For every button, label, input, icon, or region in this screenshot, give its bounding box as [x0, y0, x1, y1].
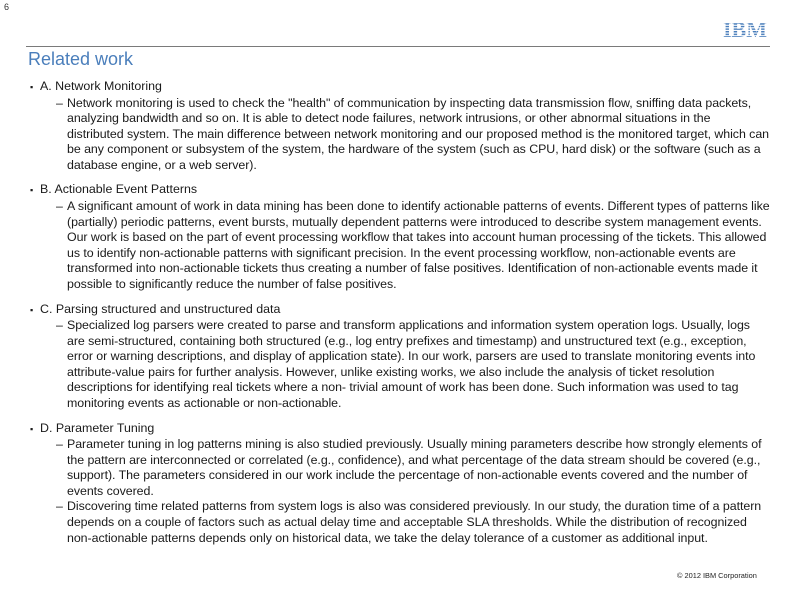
bullet-icon: ▪ — [30, 304, 34, 315]
svg-text:IBM: IBM — [723, 18, 767, 40]
section-heading — [30, 79, 770, 96]
dash-icon: – — [56, 198, 63, 213]
section-heading-text: C. Parsing structured and unstructured data — [40, 301, 281, 316]
bullet-icon: ▪ — [30, 423, 34, 434]
sub-item-text: A significant amount of work in data mining has been done to identify actionable patterns of events. Different types of patterns like (partially) periodic patterns, event bursts, mutually dependent patterns were introduced to describe system management events. Our work is based on the part of event processing workflow that takes into account human processing of the tickets. This allowed us to identify non-actionable patterns with significant precision. In the event processing workflow, non-actionable events are transformed into non-actionable tickets thus creating a number of false positives. Identification of non-actionable events made it possible to significantly reduce the number of false positives. — [67, 198, 770, 291]
title-rule — [26, 46, 770, 47]
section — [30, 421, 770, 547]
sub-item — [56, 199, 770, 293]
copyright-footer: © 2012 IBM Corporation — [677, 571, 757, 580]
sub-item — [56, 96, 770, 174]
dash-icon: – — [56, 499, 63, 514]
section-heading — [30, 421, 770, 438]
sub-item — [56, 437, 770, 499]
section-heading — [30, 302, 770, 319]
sub-item-text: Parameter tuning in log patterns mining is also studied previously. Usually mining parameters describe how strongly elements of the pattern are interconnected or correlated (e.g., confidence), and what percentage of the data stream should be covered (e.g., support). The parameters considered in our work include the percentage of non-actionable events covered and the number of events covered. — [67, 437, 762, 498]
dash-icon: – — [56, 318, 63, 333]
section — [30, 302, 770, 412]
section-heading-text: A. Network Monitoring — [40, 79, 162, 93]
section — [30, 182, 770, 292]
sub-item-text: Network monitoring is used to check the "health" of communication by inspecting data transmission flow, sniffing data packets, analyzing bandwidth and so on. It is able to detect node failures, network intrusions, or other abnormal situations in the distributed system. The main difference between network monitoring and our proposed method is the monitored target, which can be any component or subsystem of the system, the hardware of the system (such as CPU, hard disk) or the software (such as a database engine, or a web server). — [67, 95, 770, 172]
section-heading — [30, 182, 770, 199]
sub-item — [56, 499, 770, 546]
dash-icon: – — [56, 95, 63, 110]
section-heading-text: D. Parameter Tuning — [40, 420, 155, 435]
sub-item-text: Specialized log parsers were created to parse and transform applications and information system operation logs. Usually, logs are semi-structured, containing both structured (e.g., log entry prefixes and timestamp) and unstructured text (e.g., exception, error or warning descriptions, and display of application state). In our work, parsers are used to translate monitoring events into attribute-value pairs for further analysis. However, unlike existing works, we also include the analysis of ticket resolution descriptions for identifying real tickets where a non- trivial amount of work has been done. Such information was used to tag monitoring events as actionable or non-actionable. — [67, 318, 756, 410]
ibm-logo — [719, 18, 771, 40]
sub-item — [56, 318, 770, 412]
section-heading-text: B. Actionable Event Patterns — [40, 182, 198, 197]
bullet-icon: ▪ — [30, 82, 34, 92]
bullet-icon: ▪ — [30, 185, 34, 196]
page-number: 6 — [4, 2, 10, 12]
dash-icon: – — [56, 437, 63, 452]
slide-content — [30, 79, 770, 555]
section — [30, 79, 770, 173]
sub-item-text: Discovering time related patterns from system logs is also was considered previously. In our study, the duration time of a pattern depends on a couple of factors such as actual delay time and acceptable SLA thresholds. While the distribution of recognized non-actionable patterns depends only on historical data, we take the delay tolerance of a customer as additional input. — [67, 499, 762, 545]
slide-title: Related work — [28, 49, 134, 69]
